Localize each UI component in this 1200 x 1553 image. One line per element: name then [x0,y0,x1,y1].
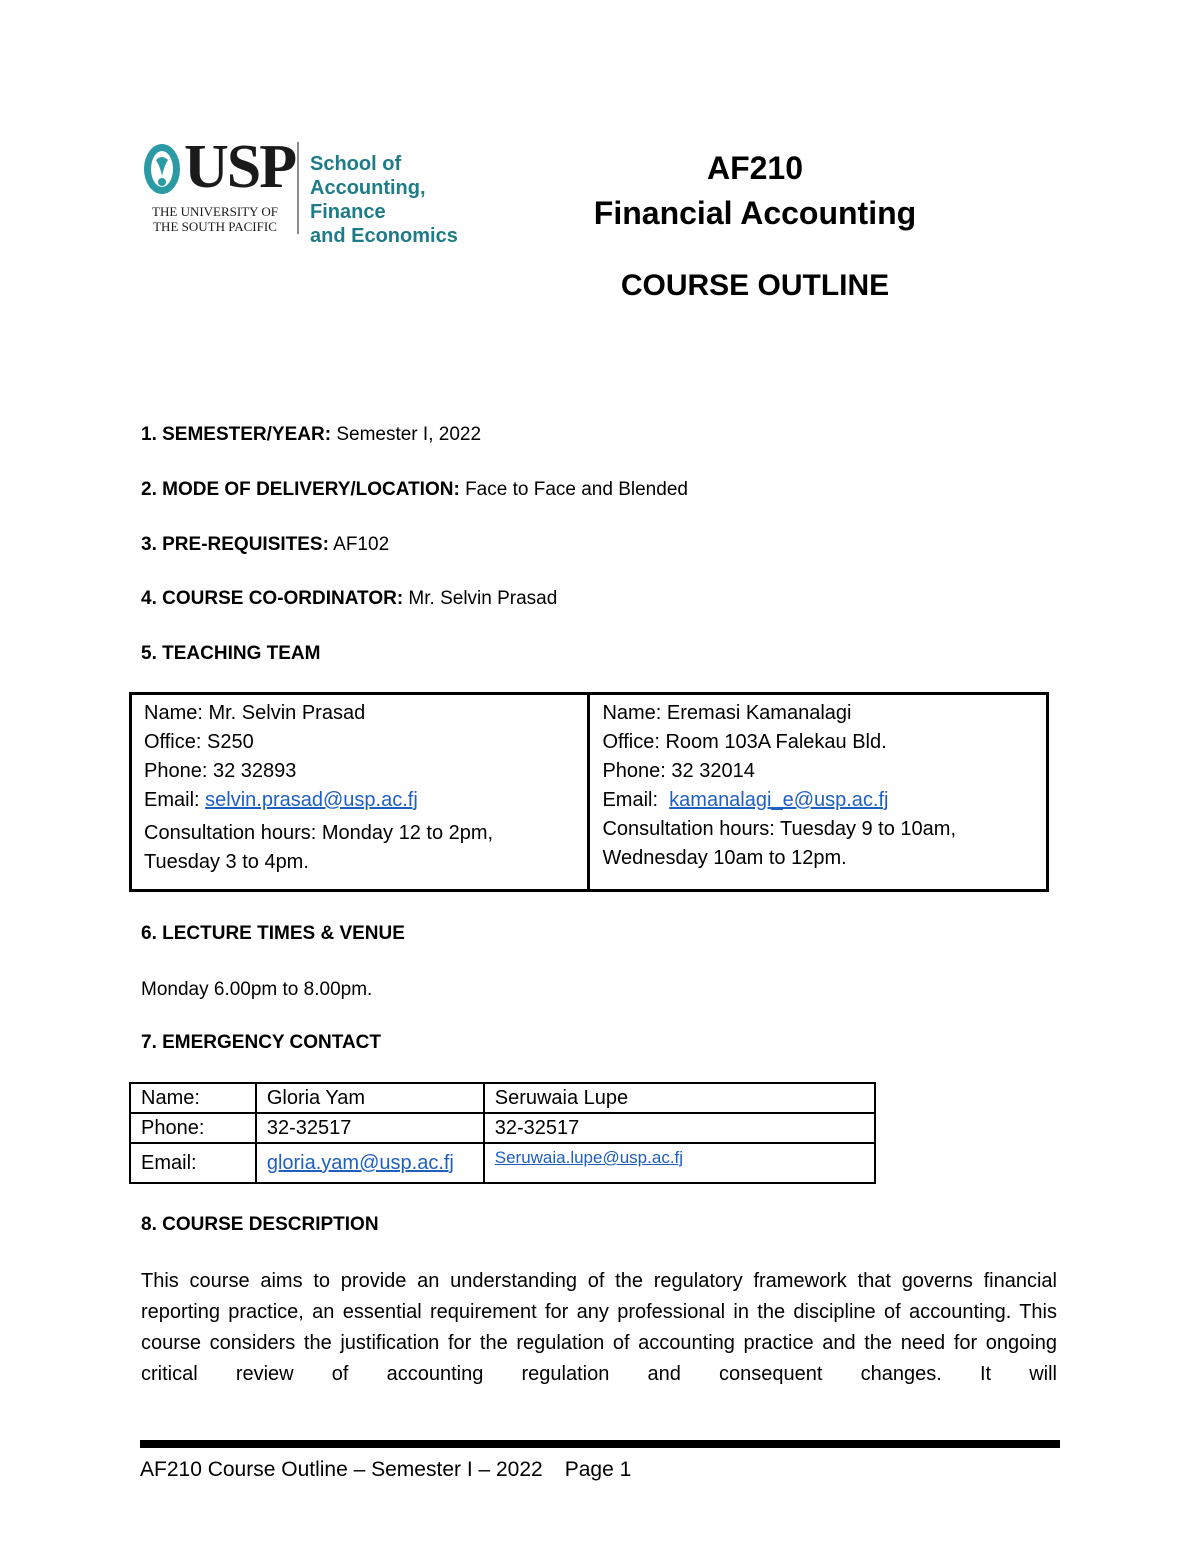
document-title: COURSE OUTLINE [620,269,890,302]
email-link[interactable]: gloria.yam@usp.ac.fj [266,1152,454,1174]
table-row: Email: gloria.yam@usp.ac.fj Seruwaia.lupe@usp.ac.fj [130,1143,875,1183]
logo-divider [297,142,299,234]
usp-wordmark: USP [184,133,296,201]
course-description: This course aims to provide an understanding of the regulatory framework that governs financial reporting practice, an essential requirement for any professional in the discipline of accounting. This course considers the justification for the regulation of accounting practice and the need for ongoing critical review of accounting regulation and consequent changes. It will [141,1270,1057,1385]
email-link[interactable]: kamanalagi_e@usp.ac.fj [669,789,889,811]
team-member-cell: Name: Mr. Selvin Prasad Office: S250 Phone: 32 32893 Email: selvin.prasad@usp.ac.fj Consultation hours: Monday 12 to 2pm, Tuesday 3 to 4pm. [131,694,589,891]
page-footer: AF210 Course Outline – Semester I – 2022 Page 1 [140,1458,632,1481]
section-lecture: 6. LECTURE TIMES & VENUE [141,923,405,944]
usp-seal-icon [142,142,182,196]
teaching-team-table [129,692,1049,892]
course-name: Financial Accounting [593,195,917,231]
title-block [560,146,950,306]
lecture-times: Monday 6.00pm to 8.00pm. [141,979,373,1000]
usp-logo [140,133,480,247]
footer-rule [140,1440,1060,1448]
section-teaching-team: 5. TEACHING TEAM [141,643,321,664]
section-coordinator: 4. COURSE CO-ORDINATOR: Mr. Selvin Prasad [141,588,558,609]
emergency-contact-table [129,1082,876,1184]
section-emergency: 7. EMERGENCY CONTACT [141,1032,381,1053]
page-number: 1 [619,1458,632,1481]
university-name: THE UNIVERSITY OF THE SOUTH PACIFIC [152,204,278,234]
table-row: Name: Gloria Yam Seruwaia Lupe [130,1083,875,1113]
school-name: School of Accounting, Finance and Economics [310,153,458,247]
email-link[interactable]: Seruwaia.lupe@usp.ac.fj [494,1148,684,1167]
email-link[interactable]: selvin.prasad@usp.ac.fj [205,789,418,811]
section-semester: 1. SEMESTER/YEAR: Semester I, 2022 [141,424,482,445]
table-row: Phone: 32-32517 32-32517 [130,1113,875,1143]
course-code: AF210 [706,150,804,186]
section-prereq: 3. PRE-REQUISITES: AF102 [141,534,390,555]
section-description: 8. COURSE DESCRIPTION [141,1214,379,1235]
team-member-cell: Name: Eremasi Kamanalagi Office: Room 103A Falekau Bld. Phone: 32 32014 Email: kamanalagi_e@usp.ac.fj Consultation hours: Tuesday 9 to 10am, Wednesday 10am to 12pm. [589,694,1048,891]
section-mode: 2. MODE OF DELIVERY/LOCATION: Face to Face and Blended [141,479,688,500]
